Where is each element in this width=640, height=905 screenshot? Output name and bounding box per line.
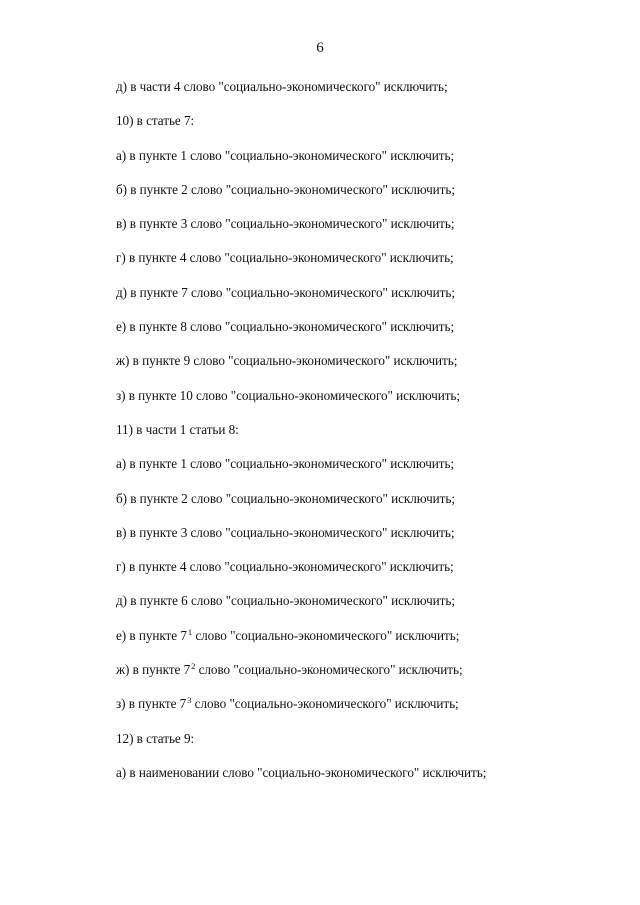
text-line: д) в пункте 6 слово "социально-экономического" исключить; bbox=[116, 593, 455, 609]
line-prefix: ж) в пункте 7 bbox=[116, 662, 191, 678]
line-prefix: е) в пункте 7 bbox=[116, 627, 187, 643]
text-line: в) в пункте 3 слово "социально-экономического" исключить; bbox=[116, 524, 455, 540]
text-line-superscript bbox=[116, 661, 616, 695]
text-line: б) в пункте 2 слово "социально-экономического" исключить; bbox=[116, 490, 455, 506]
line-suffix: слово "социально-экономического" исключить; bbox=[195, 662, 463, 678]
text-line: г) в пункте 4 слово "социально-экономического" исключить; bbox=[116, 559, 454, 575]
line-prefix: з) в пункте 7 bbox=[116, 696, 187, 712]
text-line: а) в наименовании слово "социально-экономического" исключить; bbox=[116, 764, 487, 780]
line-suffix: слово "социально-экономического" исключить; bbox=[191, 696, 459, 712]
text-line: г) в пункте 4 слово "социально-экономического" исключить; bbox=[116, 250, 454, 266]
line-suffix: слово "социально-экономического" исключить; bbox=[192, 627, 460, 643]
section-heading: 11) в части 1 статьи 8: bbox=[116, 421, 239, 437]
section-heading: 10) в статье 7: bbox=[116, 113, 195, 129]
page-number: 6 bbox=[316, 40, 324, 56]
text-line: в) в пункте 3 слово "социально-экономического" исключить; bbox=[116, 216, 455, 232]
superscript: 1 bbox=[187, 626, 193, 637]
text-line: з) в пункте 10 слово "социально-экономического" исключить; bbox=[116, 387, 460, 403]
superscript: 2 bbox=[191, 661, 196, 672]
section-heading: 12) в статье 9: bbox=[116, 730, 195, 746]
document-body bbox=[116, 78, 616, 798]
text-line: д) в пункте 7 слово "социально-экономического" исключить; bbox=[116, 284, 455, 300]
text-line: а) в пункте 1 слово "социально-экономического" исключить; bbox=[116, 147, 455, 163]
text-line: а) в пункте 1 слово "социально-экономического" исключить; bbox=[116, 456, 455, 472]
text-line: д) в части 4 слово "социально-экономического" исключить; bbox=[116, 79, 448, 94]
text-line: б) в пункте 2 слово "социально-экономического" исключить; bbox=[116, 181, 455, 197]
text-line-superscript bbox=[116, 627, 616, 661]
text-line-superscript bbox=[116, 695, 616, 729]
text-line: ж) в пункте 9 слово "социально-экономического" исключить; bbox=[116, 353, 458, 369]
text-line: е) в пункте 8 слово "социально-экономического" исключить; bbox=[116, 319, 455, 335]
superscript: 3 bbox=[187, 695, 192, 706]
